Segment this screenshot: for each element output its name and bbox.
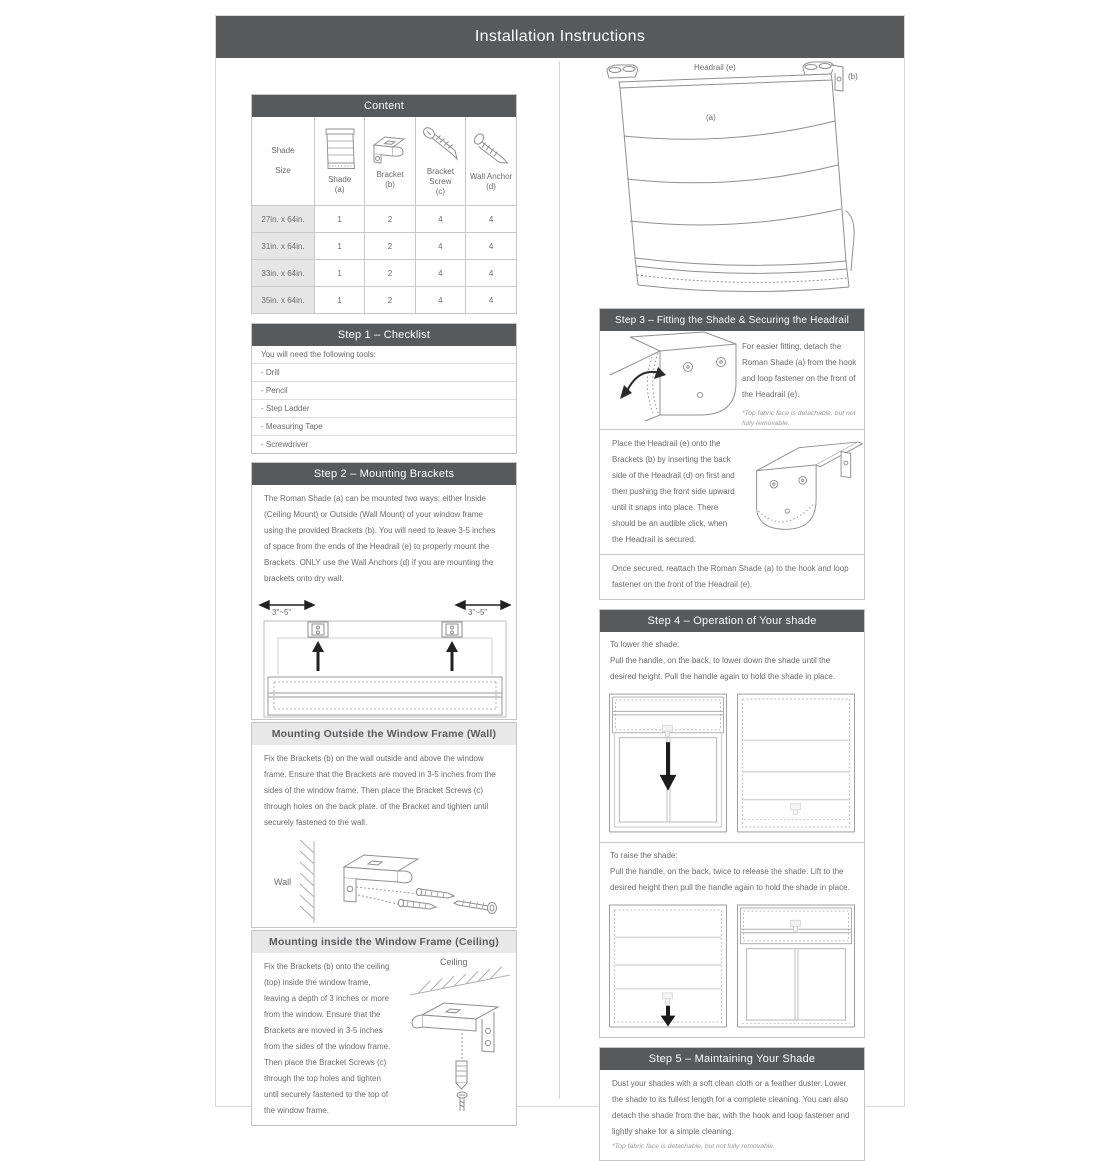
shade-column-header	[314, 117, 364, 206]
count-cell: 4	[415, 233, 465, 260]
step3-title-bar	[600, 309, 864, 331]
instruction-sheet-page	[215, 15, 905, 1150]
table-row	[252, 233, 516, 260]
step3-title: Step 3 – Fitting the Shade & Securing the Headrail	[614, 314, 850, 326]
count-cell: 1	[314, 260, 364, 287]
step1-section	[251, 323, 517, 454]
step2-title-bar	[252, 463, 516, 485]
step5-note: *Top fabric face is detachable, but not fully removable.	[612, 1143, 775, 1150]
wall-anchor-icon	[471, 130, 511, 168]
step5-section	[599, 1047, 865, 1161]
headrail-place-drawing	[747, 430, 864, 546]
bracket-column-header	[365, 117, 415, 206]
bracket-label: (b)	[848, 72, 858, 81]
page-title-bar	[216, 16, 904, 58]
checklist-item: - Step Ladder	[252, 400, 516, 418]
count-cell: 2	[365, 260, 415, 287]
checklist-item: - Drill	[252, 364, 516, 382]
ceiling-mount-section	[251, 930, 517, 1126]
wall-mount-section	[251, 722, 517, 928]
lower-text: Pull the handle, on the back, to lower down the shade until the desired height. Pull the handle again to hold the shade in place.	[610, 656, 836, 681]
raise-heading: To raise the shade:	[610, 851, 678, 860]
step4-lower-textblock	[600, 632, 864, 690]
ceiling-mount-drawing	[406, 953, 516, 1115]
count-cell: 4	[488, 295, 494, 305]
ceiling-mount-content	[252, 953, 516, 1125]
step3-place-row	[600, 429, 864, 554]
shade-label: (a)	[706, 113, 716, 122]
step5-title: Step 5 – Maintaining Your Shade	[648, 1053, 816, 1065]
content-title: Content	[364, 100, 404, 112]
part-label	[470, 172, 512, 192]
count-cell: 4	[415, 287, 465, 314]
wall-label: Wall	[274, 877, 292, 887]
window-shade-lowered-drawing	[736, 692, 856, 834]
checklist-intro: You will need the following tools:	[252, 346, 516, 364]
roman-shade-figure	[599, 61, 865, 304]
left-column	[251, 94, 517, 1126]
ceiling-mount-title: Mounting inside the Window Frame (Ceiling)	[269, 936, 499, 948]
count-cell: 2	[365, 287, 415, 314]
raise-text: Pull the handle, on the back, twice to release the shade. Lift to the desired height then pull the handle again to hold the shade in place.	[610, 867, 850, 892]
step3-place-text: Place the Headrail (e) onto the Brackets (b) by inserting the back side of the Headrail (d) on first and then pushing the front side upward until it snaps into place. There should be an audible click, when the Headrail is secured.	[612, 439, 735, 544]
part-name: Bracket Screw	[426, 167, 454, 186]
size-cell: 33in. x 64in.	[252, 260, 314, 287]
step4-raise-diagrams	[600, 901, 864, 1037]
bracket-icon	[370, 132, 410, 166]
step3-section	[599, 308, 865, 600]
size-cell: 31in. x 64in.	[252, 233, 314, 260]
window-shade-lowering-drawing	[608, 692, 728, 834]
ceiling-mount-diagram	[406, 953, 516, 1115]
gap-label-left: 3"~5"	[272, 608, 292, 617]
step4-lower-diagrams	[600, 690, 864, 842]
gap-label-right: 3"~5"	[468, 608, 488, 617]
step3-secure-row	[600, 554, 864, 599]
wall-mount-drawing	[252, 837, 518, 927]
shade-icon	[323, 127, 357, 171]
step3-detach-textblock	[738, 331, 864, 429]
count-cell: 4	[466, 233, 516, 260]
checklist-item: - Screwdriver	[261, 440, 309, 449]
content-section	[251, 94, 517, 314]
headrail-detach-drawing	[600, 331, 738, 421]
window-shade-raised-drawing	[736, 903, 856, 1029]
bracket-spacing-diagram	[252, 593, 516, 719]
part-name: Shade	[328, 175, 352, 184]
step4-title-bar	[600, 610, 864, 632]
table-row	[252, 260, 516, 287]
count-cell: 1	[314, 287, 364, 314]
table-header-row	[252, 117, 516, 206]
part-name: Bracket	[376, 170, 404, 179]
content-title-bar	[252, 95, 516, 117]
table-row	[252, 287, 516, 314]
step4-title: Step 4 – Operation of Your shade	[647, 615, 817, 627]
step3-detach-row	[600, 331, 864, 429]
step3-detach-note: *Top fabric face is detachable, but not fully removable.	[742, 410, 856, 427]
window-shade-raising-drawing	[608, 903, 728, 1029]
count-cell: 2	[365, 206, 415, 233]
step5-title-bar	[600, 1048, 864, 1070]
count-cell: 4	[466, 206, 516, 233]
shade-size-header-cell	[252, 117, 314, 206]
content-table	[252, 117, 516, 313]
part-name: Wall Anchor	[469, 172, 513, 181]
wall-mount-body: Fix the Brackets (b) on the wall outside and above the window frame. Ensure that the Brackets are moved in 3-5 inches from the sides of the window frame. Then place the Bracket Screws (c) through holes on the back plate. of the Bracket and tighten until securely fastened to the wall.	[264, 754, 496, 827]
checklist-item: - Measuring Tape	[252, 418, 516, 436]
count-cell: 2	[365, 233, 415, 260]
wall-mount-title-bar	[252, 723, 516, 745]
part-tag: (b)	[385, 180, 395, 189]
wall-mount-title: Mounting Outside the Window Frame (Wall)	[271, 728, 497, 740]
headrail-label: Headrail (e)	[694, 63, 736, 72]
part-tag: (d)	[486, 182, 496, 191]
part-tag: (c)	[435, 187, 446, 196]
count-cell: 4	[415, 206, 465, 233]
step3-secure-text: Once secured, reattach the Roman Shade (a) to the hook and loop fastener on the front of the Headrail (e).	[612, 564, 849, 589]
step2-title: Step 2 – Mounting Brackets	[313, 468, 455, 480]
right-column	[599, 61, 865, 1161]
step3-detach-text: For easier fitting, detach the Roman Shade (a) from the hook and loop fastener on the front of the Headrail (e).	[742, 342, 857, 399]
wall-mount-diagram	[252, 837, 516, 927]
step1-title: Step 1 – Checklist	[337, 329, 431, 341]
size-cell: 35in. x 64in.	[252, 287, 314, 314]
step2-section	[251, 462, 517, 720]
step4-raise-textblock	[600, 842, 864, 901]
roman-shade-drawing	[599, 61, 865, 304]
bracket-screw-icon	[420, 125, 460, 163]
step1-title-bar	[252, 324, 516, 346]
part-label	[376, 170, 403, 190]
count-cell: 4	[415, 260, 465, 287]
part-tag: (a)	[334, 185, 345, 194]
size-cell: 27in. x 64in.	[252, 206, 314, 233]
column-divider	[559, 61, 560, 1099]
page-title: Installation Instructions	[474, 28, 646, 45]
table-row	[252, 206, 516, 233]
count-cell: 4	[466, 260, 516, 287]
shade-size-header: Shade Size	[271, 146, 295, 175]
lower-heading: To lower the shade:	[610, 640, 680, 649]
ceiling-mount-body: Fix the Brackets (b) onto the ceiling (top) inside the window frame, leaving a depth of 3 inches or more from the window. Ensure that the Brackets are moved in 3-5 inches from the sides of the window frame. Then place the Bracket Screws (c) through the top holes and tighten until securely fastened to the top of the window frame.	[264, 962, 391, 1115]
step2-body: The Roman Shade (a) can be mounted two ways; either Inside (Ceiling Mount) or Outside (Wall Mount) of your window frame using the provided Brackets (b). You will need to leave 3-5 inches of space from the ends of the Headrail (e) to properly mount the Brackets. ONLY use the Wall Anchors (d) if you are mounting the brackets onto dry wall.	[264, 494, 496, 583]
bracket-screw-column-header	[415, 117, 465, 206]
step4-section	[599, 609, 865, 1038]
step5-body: Dust your shades with a soft clean cloth or a feather duster. Lower the shade to its fullest length for a complete cleaning. You can also detach the shade from the bar, with the hook and loop fastener and lightly shake for a simple cleaning.	[612, 1079, 850, 1136]
count-cell: 1	[314, 233, 364, 260]
wall-anchor-column-header	[466, 117, 516, 206]
checklist-item: - Pencil	[252, 382, 516, 400]
part-label	[328, 175, 351, 195]
part-label	[416, 167, 465, 197]
ceiling-label: Ceiling	[440, 957, 468, 967]
ceiling-mount-title-bar	[252, 931, 516, 953]
count-cell: 1	[314, 206, 364, 233]
